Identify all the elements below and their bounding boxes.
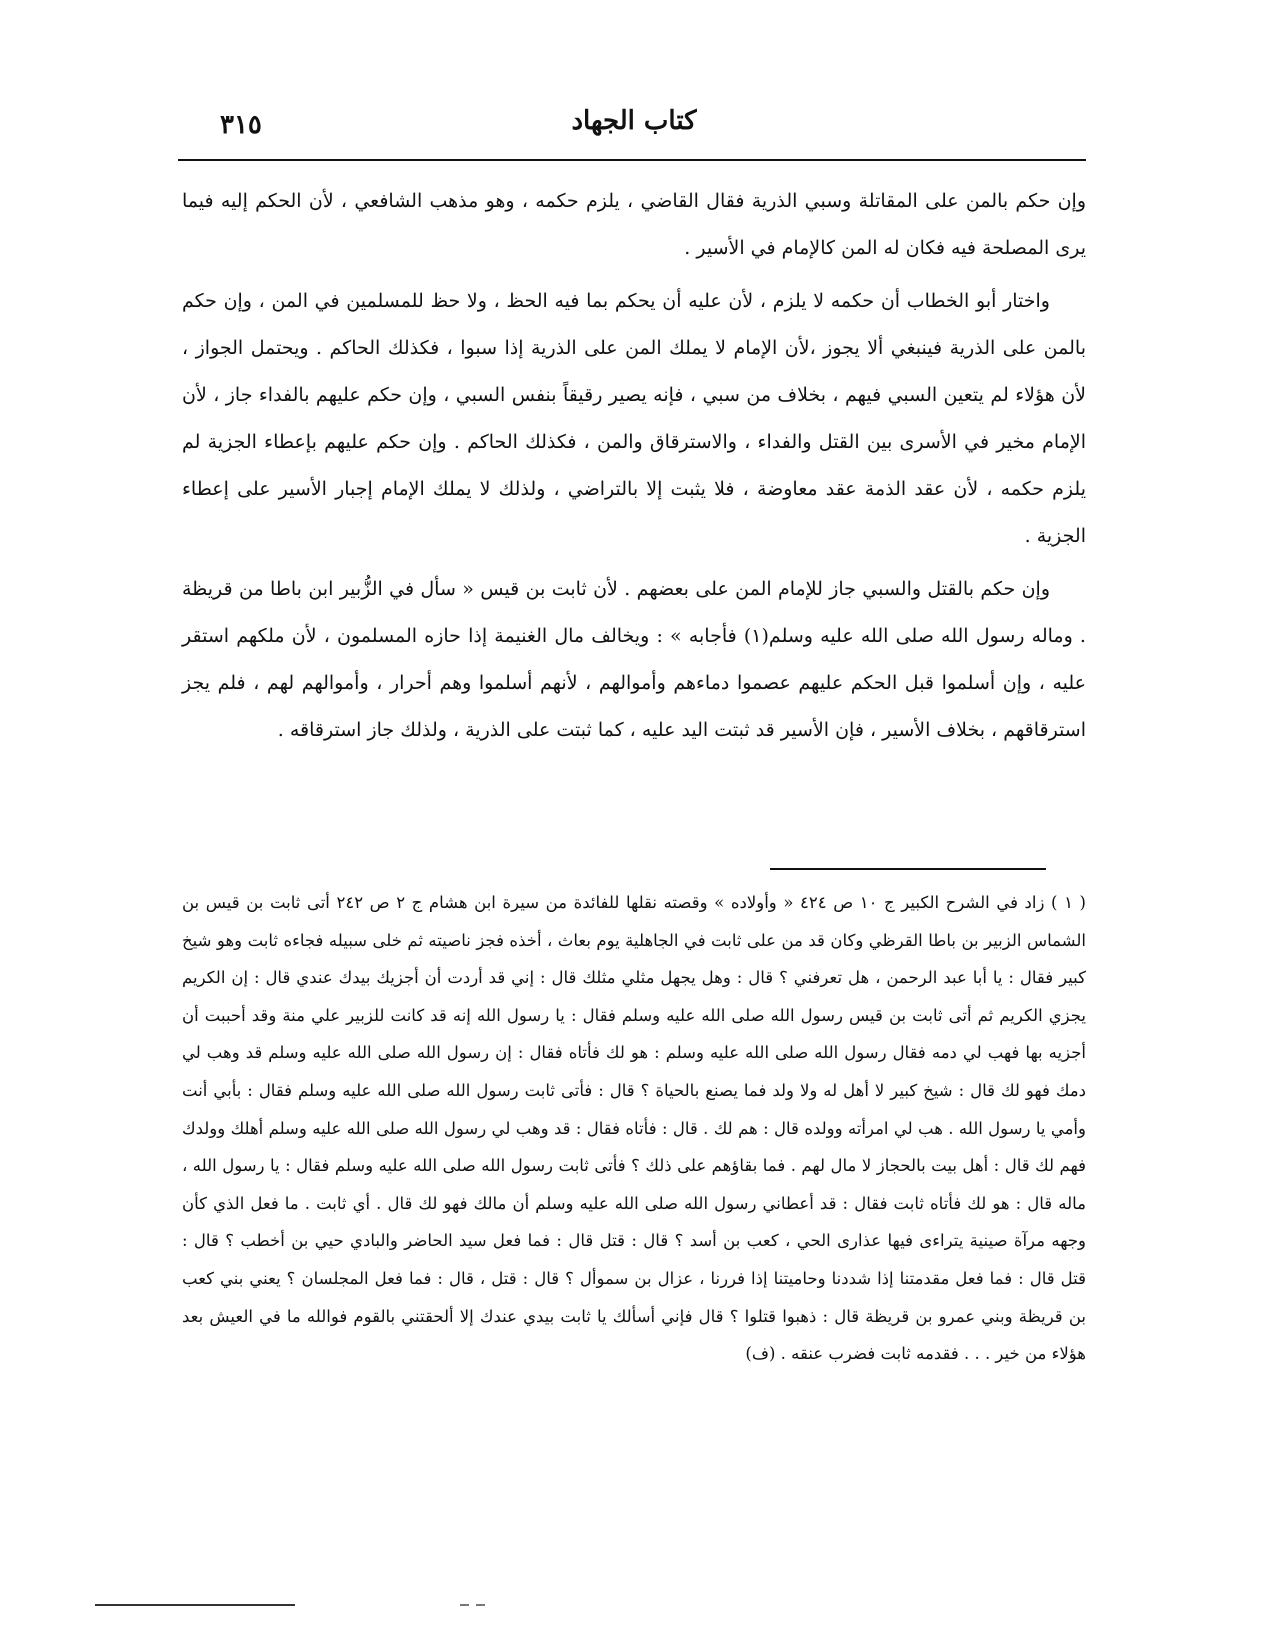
running-title: كتاب الجهاد	[571, 106, 697, 136]
footnote-separator	[770, 868, 1046, 870]
paragraph-3: وإن حكم بالقتل والسبي جاز للإمام المن على بعضهم . لأن ثابت بن قيس « سأل في الزُّبير ابن باطا من قريظة . وماله رسول الله صلى الله عليه وسلم(١) فأجابه » : ويخالف مال الغنيمة إذا حازه المسلمون ، لأن ملكهم استقر عليه ، وإن أسلموا قبل الحكم عليهم عصموا دماءهم وأموالهم ، لأنهم أسلموا وهم أحرار ، وأموالهم لهم ، فلم يجز استرقاقهم ، بخلاف الأسير ، فإن الأسير قد ثبتت اليد عليه ، كما ثبتت على الذرية ، ولذلك جاز استرقاقه .	[182, 578, 1086, 741]
bottom-rule	[95, 1604, 295, 1606]
paragraph-2: واختار أبو الخطاب أن حكمه لا يلزم ، لأن عليه أن يحكم بما فيه الحظ ، ولا حظ للمسلمين في المن ، وإن حكم بالمن على الذرية فينبغي ألا يجوز ،لأن الإمام لا يملك المن على الذرية إذا سبوا ، فكذلك الحاكم . ويحتمل الجواز ، لأن هؤلاء لم يتعين السبي فيهم ، بخلاف من سبي ، فإنه يصير رقيقاً بنفس السبي ، وإن حكم عليهم بالفداء جاز ، لأن الإمام مخير في الأسرى بين القتل والفداء ، والاسترقاق والمن ، فكذلك الحاكم . وإن حكم عليهم بإعطاء الجزية لم يلزم حكمه ، لأن عقد الذمة عقد معاوضة ، فلا يثبت إلا بالتراضي ، ولذلك لا يملك الإمام إجبار الأسير على إعطاء الجزية .	[182, 290, 1086, 547]
page-header	[182, 106, 1086, 152]
paragraph-1: وإن حكم بالمن على المقاتلة وسبي الذرية فقال القاضي ، يلزم حكمه ، وهو مذهب الشافعي ، لأن الحكم إليه فيما يرى المصلحة فيه فكان له المن كالإمام في الأسير .	[182, 190, 1086, 259]
header-rule	[178, 159, 1086, 161]
footnote-1: ( ١ ) زاد في الشرح الكبير ج ١٠ ص ٤٢٤ « وأولاده » وقصته نقلها للفائدة من سيرة ابن هشام ج ٢ ص ٢٤٢ أتى ثابت بن قيس بن الشماس الزبير بن باطا القرظي وكان قد من على ثابت في الجاهلية يوم بعاث ، أخذه فجز ناصيته ثم خلى سبيله فجاءه ثابت وهو شيخ كبير فقال : يا أبا عبد الرحمن ، هل تعرفني ؟ قال : وهل يجهل مثلي مثلك قال : إني قد أردت أن أجزيك بيدك عندي قال : إن الكريم يجزي الكريم ثم أتى ثابت بن قيس رسول الله صلى الله عليه وسلم فقال : يا رسول الله إنه قد كانت للزبير علي منة وقد أحببت أن أجزيه بها فهب لي دمه فقال رسول الله صلى الله عليه وسلم : هو لك فأتاه فقال : إن رسول الله صلى الله عليه وسلم قد وهب لي دمك فهو لك قال : شيخ كبير لا أهل له ولا ولد فما يصنع بالحياة ؟ قال : فأتى ثابت رسول الله صلى الله عليه وسلم فقال : بأبي أنت وأمي يا رسول الله . هب لي امرأته وولده قال : هم لك . قال : فأتاه فقال : قد وهب لي رسول الله صلى الله عليه وسلم أهلك وولدك فهم لك قال : أهل بيت بالحجاز لا مال لهم . فما بقاؤهم على ذلك ؟ فأتى ثابت رسول الله صلى الله عليه وسلم فقال : يا رسول الله ، ماله قال : هو لك فأتاه ثابت فقال : قد أعطاني رسول الله صلى الله عليه وسلم أن مالك فهو لك قال . أي ثابت . ما فعل الذي كأن وجهه مرآة صينية يتراءى فيها عذارى الحي ، كعب بن أسد ؟ قال : قتل قال : فما فعل سيد الحاضر والبادي حيي بن أخطب ؟ قال : قتل قال : فما فعل مقدمتنا إذا شددنا وحاميتنا إذا فررنا ، عزال بن سموأل ؟ قال : قتل ، قال : فما فعل المجلسان ؟ يعني بني كعب بن قريظة وبني عمرو بن قريظة قال : ذهبوا قتلوا ؟ قال فإني أسألك يا ثابت بيدي عندك إلا ألحقتني بالقوم فوالله ما في العيش بعد هؤلاء من خير . . . فقدمه ثابت فضرب عنقه . (ف)	[182, 893, 1086, 1364]
main-text	[182, 178, 1086, 760]
bottom-dash	[460, 1604, 469, 1606]
bottom-dash	[476, 1604, 485, 1606]
page-number: ٣١٥	[220, 110, 262, 140]
